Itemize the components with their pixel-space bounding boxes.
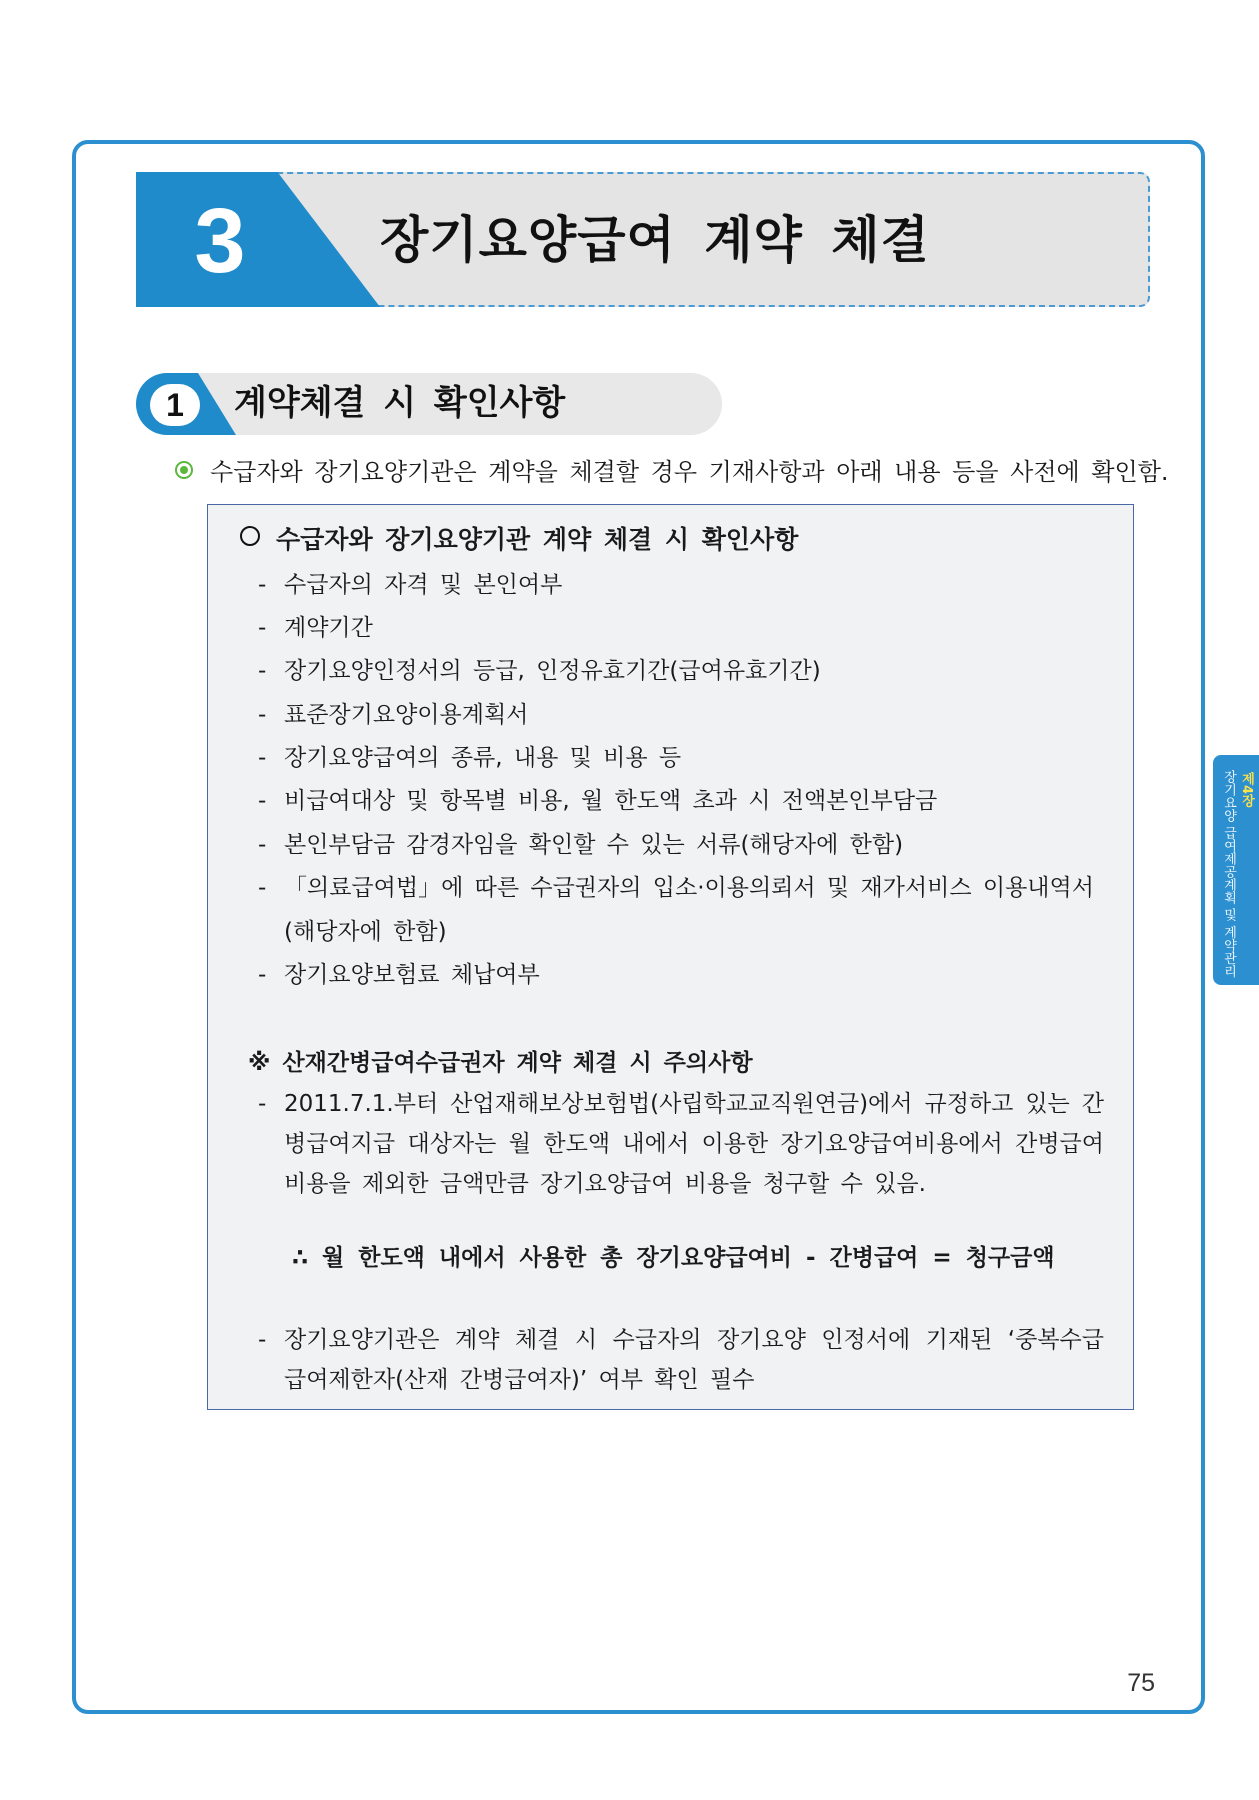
note-paragraph: - 2011.7.1.부터 산업재해보상보험법(사립학교교직원연금)에서 규정하고 있는 간병급여지급 대상자는 월 한도액 내에서 이용한 장기요양급여비용에서 간병급여비용을 제외한 금액만큼 장기요양급여 비용을 청구할 수 있음. — [258, 1091, 1104, 1197]
list-item: - 장기요양급여의 종류, 내용 및 비용 등 — [258, 745, 682, 771]
note-paragraph: - 장기요양기관은 계약 체결 시 수급자의 장기요양 인정서에 기재된 ‘중복수급 급여제한자(산재 간병급여자)’ 여부 확인 필수 — [258, 1327, 1104, 1393]
list-item: - 표준장기요양이용계획서 — [258, 702, 529, 728]
list-item: - 계약기간 — [258, 615, 373, 641]
list-item-continuation: (해당자에 한함) — [284, 919, 447, 945]
list-item: - 「의료급여법」에 따른 수급권자의 입소·이용의뢰서 및 재가서비스 이용내역서 — [258, 875, 1094, 901]
chapter-number: 3 — [194, 190, 246, 292]
chapter-title: 장기요양급여 계약 체결 — [380, 211, 930, 269]
page-number: 75 — [1127, 1669, 1155, 1697]
section-number: 1 — [150, 384, 200, 426]
hollow-circle-icon — [240, 526, 260, 546]
section-title: 계약체결 시 확인사항 — [234, 383, 566, 423]
list-item: - 본인부담금 감경자임을 확인할 수 있는 서류(해당자에 한함) — [258, 832, 904, 858]
list-item: - 수급자의 자격 및 본인여부 — [258, 572, 563, 598]
side-tab-chapter-label: 제4장 — [1239, 772, 1254, 808]
note-title: ※ 산재간병급여수급권자 계약 체결 시 주의사항 — [248, 1050, 753, 1076]
checklist-heading-text: 수급자와 장기요양기관 계약 체결 시 확인사항 — [276, 525, 799, 554]
side-tab-text: 장기요양 급여제공계획 및 계약관리 — [1221, 770, 1236, 978]
list-item: - 비급여대상 및 항목별 비용, 월 한도액 초과 시 전액본인부담금 — [258, 788, 938, 814]
green-bullet-icon — [175, 461, 193, 479]
list-item: - 장기요양인정서의 등급, 인정유효기간(급여유효기간) — [258, 658, 821, 684]
checklist-heading — [240, 520, 798, 560]
intro-text: 수급자와 장기요양기관은 계약을 체결할 경우 기재사항과 아래 내용 등을 사전에 확인함. — [210, 458, 1169, 486]
list-item: - 장기요양보험료 체납여부 — [258, 962, 540, 988]
formula: ∴ 월 한도액 내에서 사용한 총 장기요양급여비 - 간병급여 = 청구금액 — [292, 1245, 1055, 1271]
